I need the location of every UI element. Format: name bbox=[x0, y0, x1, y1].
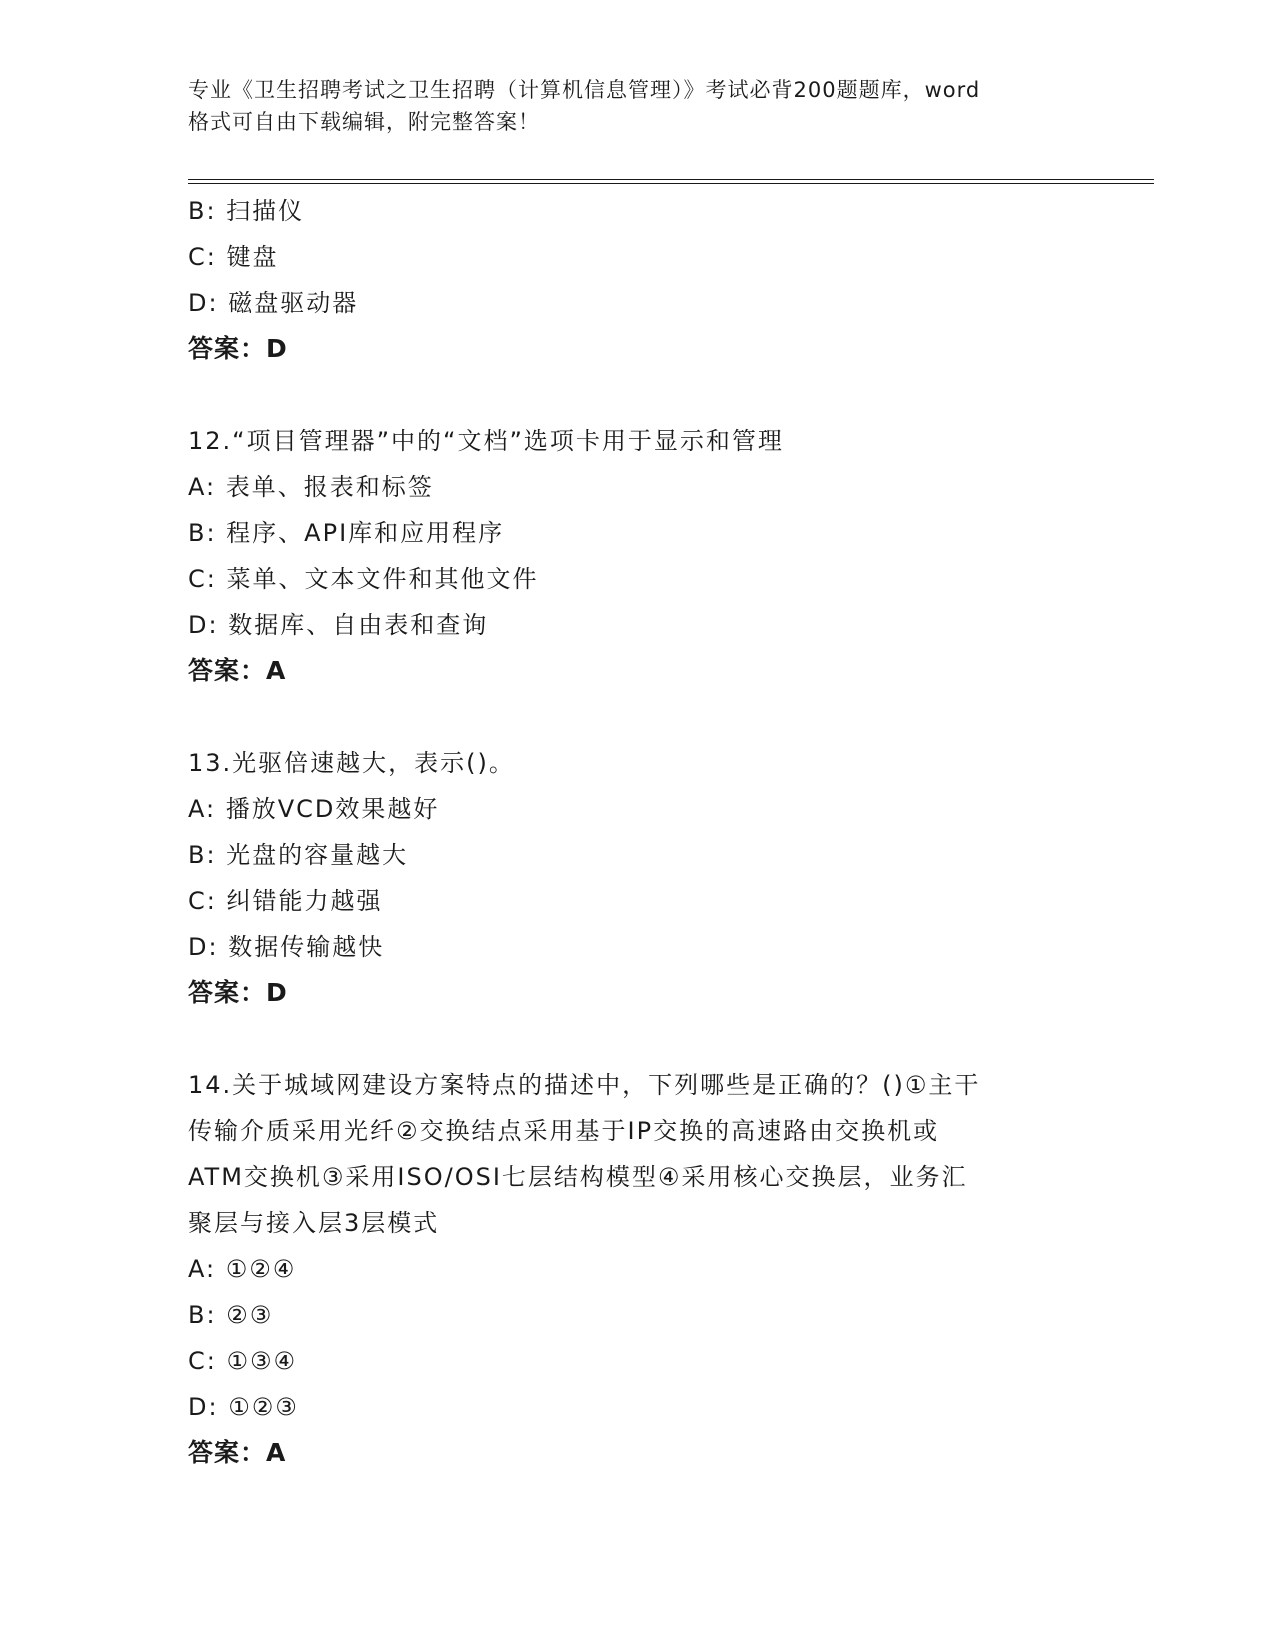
option-d: D: 磁盘驱动器 bbox=[188, 289, 359, 317]
question-text-line-1: 14.关于城域网建设方案特点的描述中，下列哪些是正确的？()①主干 bbox=[188, 1071, 981, 1099]
document-header bbox=[188, 74, 1088, 138]
question-text-line-2: 传输介质采用光纤②交换结点采用基于IP交换的高速路由交换机或 bbox=[188, 1117, 940, 1145]
option-c: C: ①③④ bbox=[188, 1347, 298, 1375]
question-list bbox=[188, 188, 1088, 1476]
option-c: C: 纠错能力越强 bbox=[188, 887, 383, 915]
option-b: B: ②③ bbox=[188, 1301, 274, 1329]
answer-line: 答案：D bbox=[188, 334, 288, 363]
header-divider-top bbox=[188, 179, 1154, 180]
question-block-prev bbox=[188, 188, 1088, 372]
question-text: 13.光驱倍速越大，表示()。 bbox=[188, 749, 515, 777]
question-block-12 bbox=[188, 418, 1088, 694]
answer-line: 答案：D bbox=[188, 978, 288, 1007]
option-b: B: 扫描仪 bbox=[188, 197, 305, 225]
option-b: B: 程序、API库和应用程序 bbox=[188, 519, 505, 547]
option-d: D: 数据库、自由表和查询 bbox=[188, 611, 489, 639]
answer-line: 答案：A bbox=[188, 1438, 287, 1467]
option-a: A: 播放VCD效果越好 bbox=[188, 795, 440, 823]
option-d: D: 数据传输越快 bbox=[188, 933, 385, 961]
question-text-line-4: 聚层与接入层3层模式 bbox=[188, 1209, 440, 1237]
option-a: A: ①②④ bbox=[188, 1255, 297, 1283]
option-d: D: ①②③ bbox=[188, 1393, 299, 1421]
question-text-line-3: ATM交换机③采用ISO/OSI七层结构模型④采用核心交换层，业务汇 bbox=[188, 1163, 968, 1191]
header-line-2: 格式可自由下载编辑，附完整答案！ bbox=[188, 110, 540, 134]
header-line-1: 专业《卫生招聘考试之卫生招聘（计算机信息管理）》考试必背200题题库，word bbox=[188, 78, 981, 102]
question-block-14 bbox=[188, 1062, 1088, 1476]
option-c: C: 键盘 bbox=[188, 243, 279, 271]
option-a: A: 表单、报表和标签 bbox=[188, 473, 434, 501]
question-block-13 bbox=[188, 740, 1088, 1016]
header-divider-bottom bbox=[188, 183, 1154, 184]
question-text bbox=[188, 1062, 1068, 1246]
option-b: B: 光盘的容量越大 bbox=[188, 841, 409, 869]
option-c: C: 菜单、文本文件和其他文件 bbox=[188, 565, 539, 593]
answer-line: 答案：A bbox=[188, 656, 287, 685]
question-text: 12.“项目管理器”中的“文档”选项卡用于显示和管理 bbox=[188, 427, 784, 455]
